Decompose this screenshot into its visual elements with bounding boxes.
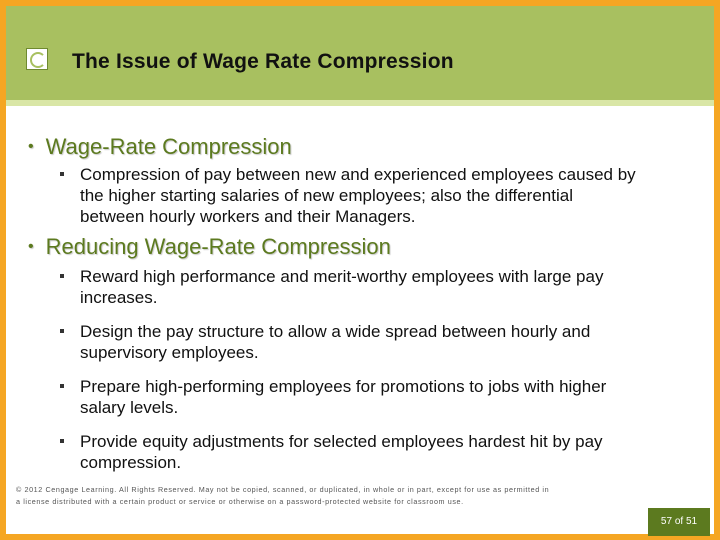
sub-bullet: [80, 164, 640, 227]
slide: [6, 6, 714, 534]
title-bar: [6, 6, 714, 106]
square-bullet-icon: [60, 384, 64, 388]
sub-bullet: [80, 431, 640, 473]
sub-bullet-text: Design the pay structure to allow a wide spread between hourly and supervisory employees.: [80, 322, 591, 362]
bullet-heading-2: [28, 234, 391, 260]
sub-bullet-text: Compression of pay between new and experienced employees caused by the higher starting salaries of new employees; also the differential between hourly workers and their Managers.: [80, 165, 636, 226]
bullet-heading-text: Reducing Wage-Rate Compression: [45, 234, 391, 259]
bullet-dot-icon: •: [28, 138, 34, 155]
page-number: 57 of 51: [648, 508, 710, 536]
square-bullet-icon: [60, 439, 64, 443]
copyright-footer: © 2012 Cengage Learning. All Rights Reserved. May not be copied, scanned, or duplicated, in whole or in part, except for use as permitted in a license distributed with a certain product or service or otherwise on a password-protected website for classroom use.: [16, 485, 550, 506]
sub-bullet-text: Provide equity adjustments for selected employees hardest hit by pay compression.: [80, 432, 603, 472]
square-bullet-icon: [60, 329, 64, 333]
sub-bullet-text: Prepare high-performing employees for promotions to jobs with higher salary levels.: [80, 377, 607, 417]
sub-bullet-text: Reward high performance and merit-worthy employees with large pay increases.: [80, 267, 604, 307]
sub-bullet: [80, 376, 640, 418]
square-bullet-icon: [60, 274, 64, 278]
slide-bullet-icon: [26, 48, 48, 70]
bullet-dot-icon: •: [28, 238, 34, 255]
slide-title: The Issue of Wage Rate Compression: [72, 50, 454, 73]
sub-bullet: [80, 266, 640, 308]
square-bullet-icon: [60, 172, 64, 176]
bullet-heading-text: Wage-Rate Compression: [45, 134, 292, 159]
sub-bullet: [80, 321, 640, 363]
bullet-heading-1: [28, 134, 292, 160]
